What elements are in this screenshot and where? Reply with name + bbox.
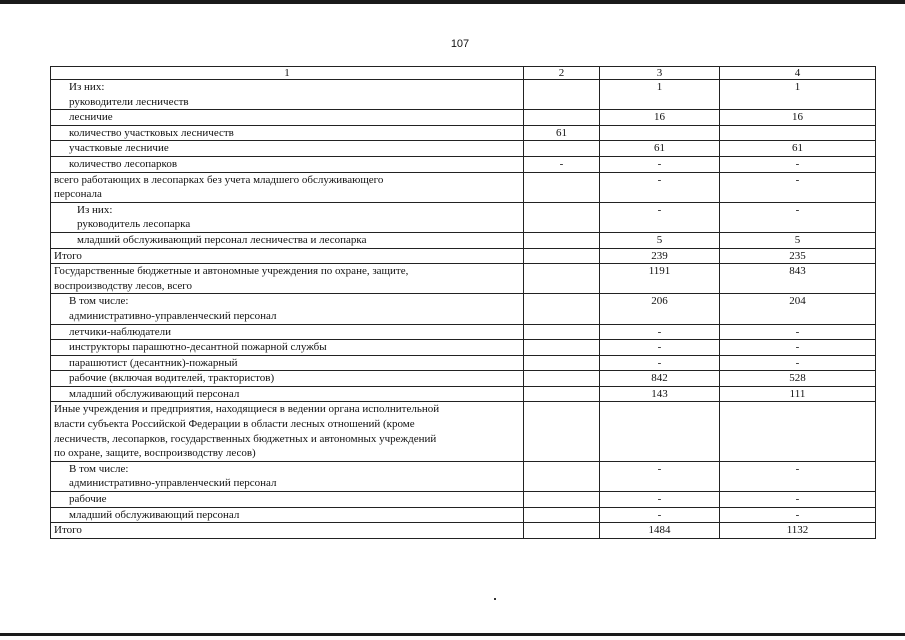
scan-edge-bottom (0, 633, 905, 636)
row-label-line: участковые лесничие (69, 142, 169, 155)
value-cell-c4: 61 (720, 141, 876, 157)
table-row (51, 264, 876, 294)
value-cell-c4: - (720, 172, 876, 202)
value-cell-c3: - (600, 324, 720, 340)
row-label-line: всего работающих в лесопарках без учета младшего обслуживающего (54, 173, 384, 186)
row-label-line: административно-управленческий персонал (69, 309, 277, 322)
value-cell-c2 (524, 386, 600, 402)
row-label-cell (51, 125, 524, 141)
row-label-line: персонала (54, 188, 102, 201)
value-cell-c2 (524, 110, 600, 126)
value-cell-c4: 1132 (720, 523, 876, 539)
value-cell-c3: - (600, 461, 720, 491)
table-row (51, 125, 876, 141)
row-label-cell (51, 324, 524, 340)
table-row (51, 523, 876, 539)
value-cell-c3: 1 (600, 80, 720, 110)
value-cell-c2 (524, 355, 600, 371)
row-label-cell (51, 172, 524, 202)
value-cell-c2 (524, 371, 600, 387)
row-label-line: младший обслуживающий персонал лесничества и лесопарка (77, 233, 367, 246)
value-cell-c2 (524, 324, 600, 340)
value-cell-c2 (524, 141, 600, 157)
header-cell-3: 3 (600, 67, 720, 80)
value-cell-c3: 239 (600, 248, 720, 264)
row-label-line: Из них: (77, 203, 113, 216)
row-label-cell (51, 202, 524, 232)
value-cell-c3: 16 (600, 110, 720, 126)
data-table (50, 66, 876, 539)
row-label-line: лесничие (69, 111, 113, 124)
value-cell-c3: 1484 (600, 523, 720, 539)
value-cell-c2: - (524, 156, 600, 172)
value-cell-c2 (524, 523, 600, 539)
value-cell-c3: - (600, 202, 720, 232)
row-label-cell (51, 141, 524, 157)
table-row (51, 202, 876, 232)
table-row (51, 461, 876, 491)
table-row (51, 386, 876, 402)
row-label-cell (51, 294, 524, 324)
value-cell-c4 (720, 402, 876, 461)
row-label-cell (51, 386, 524, 402)
table-row (51, 248, 876, 264)
value-cell-c2: 61 (524, 125, 600, 141)
row-label-cell (51, 110, 524, 126)
table-row (51, 156, 876, 172)
row-label-line: власти субъекта Российской Федерации в области лесных отношений (кроме (54, 418, 415, 431)
table-row (51, 80, 876, 110)
value-cell-c4: 235 (720, 248, 876, 264)
row-label-line: Из них: (69, 81, 105, 93)
page-number: 107 (450, 38, 470, 50)
value-cell-c4 (720, 125, 876, 141)
row-label-cell (51, 461, 524, 491)
row-label-cell (51, 248, 524, 264)
value-cell-c4: 111 (720, 386, 876, 402)
row-label-cell (51, 492, 524, 508)
value-cell-c4: - (720, 355, 876, 371)
row-label-line: рабочие (включая водителей, трактористов) (69, 372, 275, 385)
value-cell-c3: - (600, 340, 720, 356)
value-cell-c3: 1191 (600, 264, 720, 294)
value-cell-c4: 1 (720, 80, 876, 110)
value-cell-c3: - (600, 492, 720, 508)
value-cell-c2 (524, 264, 600, 294)
value-cell-c2 (524, 461, 600, 491)
table-row (51, 141, 876, 157)
row-label-cell (51, 156, 524, 172)
value-cell-c3: - (600, 355, 720, 371)
value-cell-c4: 843 (720, 264, 876, 294)
row-label-line: Государственные бюджетные и автономные учреждения по охране, защите, (54, 265, 409, 278)
value-cell-c4: 204 (720, 294, 876, 324)
table-row (51, 172, 876, 202)
table-row (51, 324, 876, 340)
row-label-line: инструкторы парашютно-десантной пожарной службы (69, 341, 327, 354)
value-cell-c2 (524, 492, 600, 508)
row-label-line: младший обслуживающий персонал (69, 387, 240, 400)
value-cell-c4: - (720, 202, 876, 232)
value-cell-c2 (524, 80, 600, 110)
value-cell-c2 (524, 402, 600, 461)
value-cell-c4: - (720, 324, 876, 340)
value-cell-c3: 61 (600, 141, 720, 157)
value-cell-c3 (600, 125, 720, 141)
scan-edge-top (0, 0, 905, 4)
row-label-line: Итого (54, 249, 82, 262)
row-label-line: В том числе: (69, 462, 129, 475)
value-cell-c2 (524, 507, 600, 523)
value-cell-c3: - (600, 172, 720, 202)
row-label-cell (51, 523, 524, 539)
table-row (51, 294, 876, 324)
row-label-cell (51, 507, 524, 523)
table-body (51, 67, 876, 539)
value-cell-c3 (600, 402, 720, 461)
row-label-cell (51, 80, 524, 110)
table-row (51, 492, 876, 508)
value-cell-c4: 16 (720, 110, 876, 126)
row-label-line: младший обслуживающий персонал (69, 508, 240, 521)
row-label-line: лесничеств, лесопарков, государственных бюджетных и автономных учреждений (54, 432, 437, 445)
row-label-line: Итого (54, 524, 82, 537)
table-row (51, 340, 876, 356)
value-cell-c2 (524, 340, 600, 356)
row-label-line: летчики-наблюдатели (69, 325, 171, 338)
table-row (51, 507, 876, 523)
value-cell-c4: 528 (720, 371, 876, 387)
value-cell-c3: 842 (600, 371, 720, 387)
row-label-line: В том числе: (69, 295, 129, 308)
value-cell-c4: - (720, 340, 876, 356)
row-label-line: количество участковых лесничеств (69, 126, 234, 139)
table-header-row (51, 67, 876, 80)
row-label-cell (51, 355, 524, 371)
header-cell-2: 2 (524, 67, 600, 80)
row-label-line: руководитель лесопарка (77, 218, 191, 231)
row-label-line: руководители лесничеств (69, 95, 189, 108)
value-cell-c4: - (720, 156, 876, 172)
value-cell-c2 (524, 294, 600, 324)
value-cell-c3: 143 (600, 386, 720, 402)
header-cell-1: 1 (51, 67, 524, 80)
value-cell-c3: 5 (600, 232, 720, 248)
row-label-line: воспроизводству лесов, всего (54, 279, 193, 292)
table-row (51, 355, 876, 371)
row-label-cell (51, 340, 524, 356)
value-cell-c2 (524, 232, 600, 248)
table-row (51, 371, 876, 387)
value-cell-c4: - (720, 507, 876, 523)
row-label-cell (51, 402, 524, 461)
value-cell-c3: 206 (600, 294, 720, 324)
row-label-line: Иные учреждения и предприятия, находящиеся в ведении органа исполнительной (54, 403, 440, 416)
value-cell-c2 (524, 202, 600, 232)
value-cell-c4: - (720, 461, 876, 491)
row-label-cell (51, 264, 524, 294)
header-cell-4: 4 (720, 67, 876, 80)
value-cell-c3: - (600, 507, 720, 523)
value-cell-c2 (524, 172, 600, 202)
row-label-line: парашютист (десантник)-пожарный (69, 356, 238, 369)
row-label-line: административно-управленческий персонал (69, 477, 277, 490)
value-cell-c4: 5 (720, 232, 876, 248)
table-row (51, 110, 876, 126)
row-label-line: по охране, защите, воспроизводству лесов) (54, 447, 256, 460)
row-label-line: рабочие (69, 493, 107, 506)
row-label-line: количество лесопарков (69, 157, 178, 170)
scan-speck (494, 598, 496, 600)
row-label-cell (51, 371, 524, 387)
table-row (51, 402, 876, 461)
table-row (51, 232, 876, 248)
value-cell-c4: - (720, 492, 876, 508)
value-cell-c3: - (600, 156, 720, 172)
value-cell-c2 (524, 248, 600, 264)
row-label-cell (51, 232, 524, 248)
